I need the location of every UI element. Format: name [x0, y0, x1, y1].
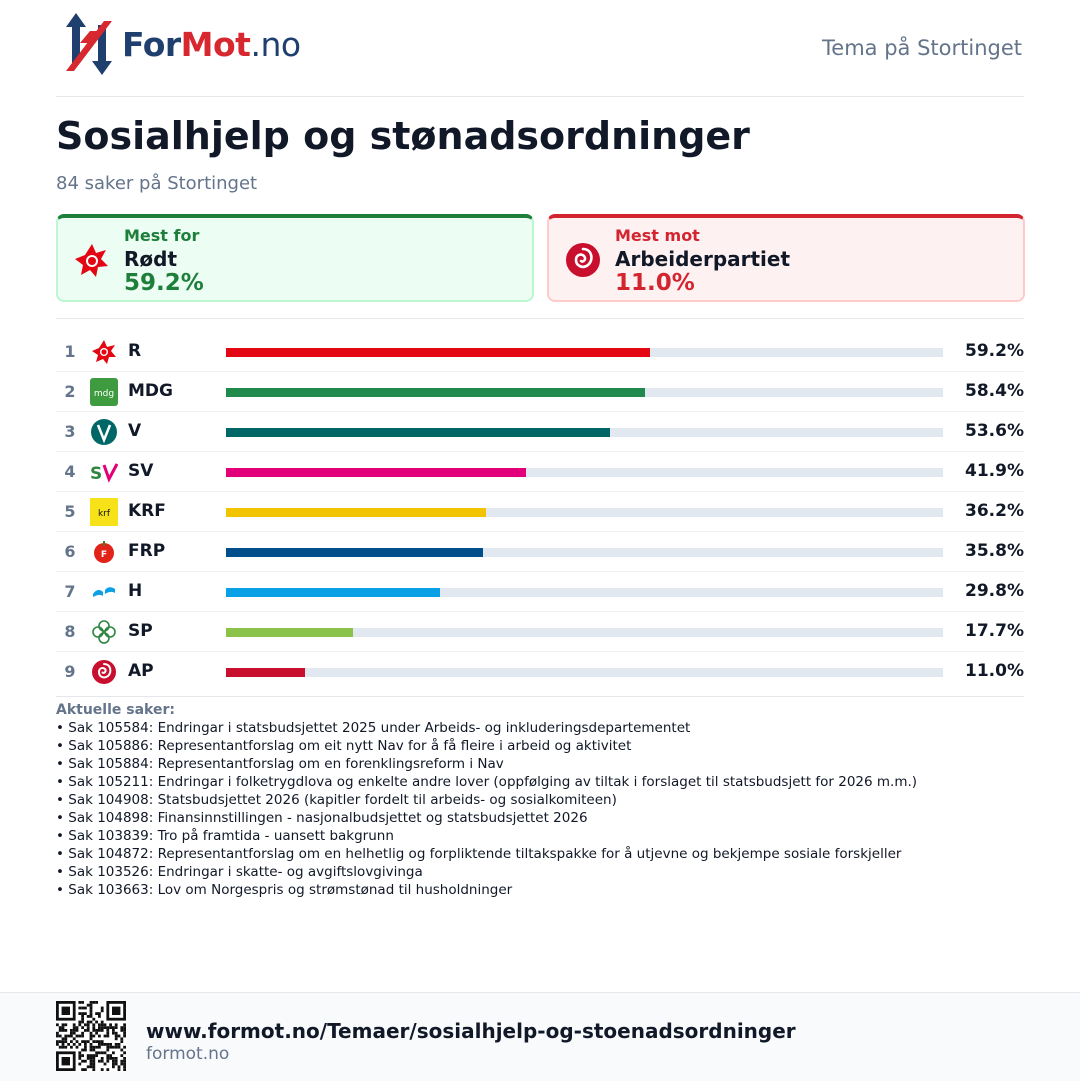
bar — [226, 468, 526, 477]
bar-track — [226, 468, 943, 477]
page-title: Sosialhjelp og stønadsordninger — [56, 114, 750, 158]
party-label: R — [128, 341, 142, 361]
svg-text:krf: krf — [97, 509, 111, 519]
rodt-star-icon — [90, 338, 118, 366]
case-item[interactable]: • Sak 105884: Representantforslag om en forenklingsreform i Nav — [56, 756, 504, 772]
bar — [226, 668, 305, 677]
sv-logo-icon — [90, 458, 118, 486]
case-item[interactable]: • Sak 105211: Endringar i folketrygdlova og enkelte andre lover (oppfølging av tiltak i forslaget til statsbudsjett for 2026 m.m.) — [56, 774, 918, 790]
party-label: V — [128, 421, 142, 441]
party-label: H — [128, 581, 143, 601]
page-subtitle: 84 saker på Stortinget — [56, 173, 258, 194]
chart-row — [56, 532, 1024, 572]
party-label: MDG — [128, 381, 173, 401]
bar — [226, 388, 645, 397]
case-list-title: Aktuelle saker: — [56, 702, 175, 718]
ap-rose-icon — [90, 658, 118, 686]
case-item[interactable]: • Sak 105886: Representantforslag om eit nytt Nav for å få fleire i arbeid og aktivitet — [56, 738, 632, 754]
value-label: 17.7% — [965, 621, 1024, 641]
party-ranking-chart — [56, 332, 1024, 692]
bar — [226, 508, 486, 517]
case-item[interactable]: • Sak 103663: Lov om Norgespris og strømstønad til husholdninger — [56, 882, 513, 898]
footer-site[interactable]: formot.no — [146, 1044, 230, 1064]
header-tagline: Tema på Stortinget — [822, 36, 1022, 60]
bar — [226, 428, 610, 437]
bar-track — [226, 388, 943, 397]
bar — [226, 348, 650, 357]
divider — [56, 318, 1024, 319]
party-label: AP — [128, 661, 154, 681]
rodt-star-icon — [72, 240, 112, 280]
hoyre-logo-icon — [90, 578, 118, 606]
value-label: 41.9% — [965, 461, 1024, 481]
formot-logo[interactable] — [62, 10, 301, 78]
value-label: 59.2% — [965, 341, 1024, 361]
frp-logo-icon — [90, 538, 118, 566]
chart-row — [56, 572, 1024, 612]
bar — [226, 588, 440, 597]
sp-clover-icon — [90, 618, 118, 646]
chart-row — [56, 332, 1024, 372]
case-list — [56, 702, 1024, 899]
chart-row — [56, 372, 1024, 412]
bar-track — [226, 348, 943, 357]
logo-wordmark: ForMot.no — [122, 24, 301, 64]
bar — [226, 628, 353, 637]
party-label: SV — [128, 461, 154, 481]
value-label: 58.4% — [965, 381, 1024, 401]
most-for-card — [56, 214, 534, 302]
formot-logo-icon — [62, 13, 116, 75]
header — [56, 0, 1024, 97]
bar-track — [226, 548, 943, 557]
case-item[interactable]: • Sak 104872: Representantforslag om en helhetlig og forpliktende tiltakspakke for å utjevne og bekjempe sosiale forskjeller — [56, 846, 902, 862]
krf-logo-icon — [90, 498, 118, 526]
chart-row — [56, 612, 1024, 652]
rank-label: 5 — [64, 502, 76, 521]
value-label: 35.8% — [965, 541, 1024, 561]
case-item[interactable]: • Sak 104898: Finansinnstillingen - nasjonalbudsjettet og statsbudsjettet 2026 — [56, 810, 588, 826]
case-item[interactable]: • Sak 104908: Statsbudsjettet 2026 (kapitler fordelt til arbeids- og sosialkomiteen) — [56, 792, 617, 808]
ap-rose-icon — [563, 240, 603, 280]
bar-track — [226, 668, 943, 677]
svg-text:mdg: mdg — [93, 389, 115, 399]
rank-label: 4 — [64, 462, 76, 481]
footer-url[interactable]: www.formot.no/Temaer/sosialhjelp-og-stoenadsordninger — [146, 1019, 796, 1043]
rank-label: 8 — [64, 622, 76, 641]
most-for-label: Mest for — [124, 226, 200, 245]
bar-track — [226, 428, 943, 437]
case-item[interactable]: • Sak 103839: Tro på framtida - uansett bakgrunn — [56, 828, 394, 844]
svg-text:F: F — [100, 550, 108, 560]
bar-track — [226, 628, 943, 637]
value-label: 29.8% — [965, 581, 1024, 601]
most-for-percent: 59.2% — [124, 270, 204, 296]
chart-row — [56, 652, 1024, 692]
value-label: 36.2% — [965, 501, 1024, 521]
party-label: FRP — [128, 541, 166, 561]
case-item[interactable]: • Sak 105584: Endringar i statsbudsjettet 2025 under Arbeids- og inkluderingsdepartementet — [56, 720, 691, 736]
most-against-percent: 11.0% — [615, 270, 695, 296]
rank-label: 6 — [64, 542, 76, 561]
party-label: KRF — [128, 501, 166, 521]
footer — [0, 992, 1080, 1081]
rank-label: 7 — [64, 582, 76, 601]
party-label: SP — [128, 621, 153, 641]
most-for-party: Rødt — [124, 247, 178, 271]
rank-label: 1 — [64, 342, 76, 361]
value-label: 11.0% — [965, 661, 1024, 681]
bar — [226, 548, 483, 557]
case-item[interactable]: • Sak 103526: Endringar i skatte- og avgiftslovgivinga — [56, 864, 423, 880]
most-against-label: Mest mot — [615, 226, 700, 245]
value-label: 53.6% — [965, 421, 1024, 441]
svg-text:S: S — [90, 464, 103, 484]
bar-track — [226, 588, 943, 597]
chart-row — [56, 452, 1024, 492]
bar-track — [226, 508, 943, 517]
mdg-logo-icon — [90, 378, 118, 406]
rank-label: 2 — [64, 382, 76, 401]
chart-row — [56, 412, 1024, 452]
venstre-logo-icon — [90, 418, 118, 446]
most-against-card — [547, 214, 1025, 302]
divider — [56, 696, 1024, 697]
chart-row — [56, 492, 1024, 532]
rank-label: 9 — [64, 662, 76, 681]
most-against-party: Arbeiderpartiet — [615, 247, 791, 271]
qr-code[interactable] — [56, 1001, 126, 1071]
rank-label: 3 — [64, 422, 76, 441]
